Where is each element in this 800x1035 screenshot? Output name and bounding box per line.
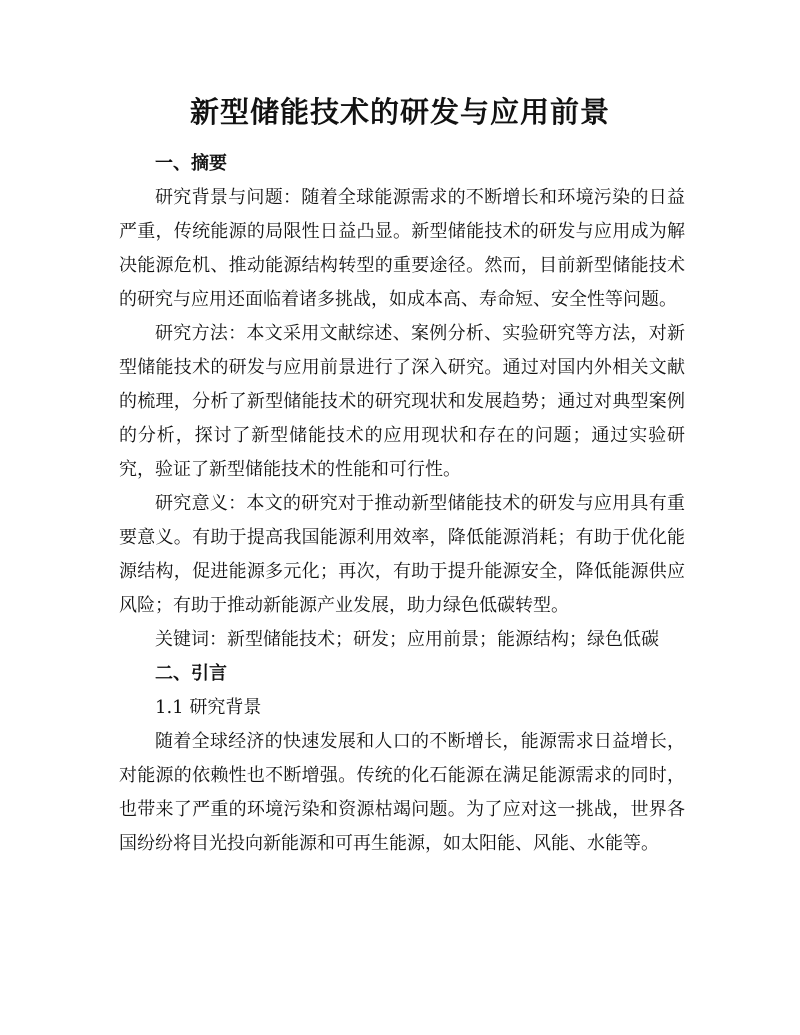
intro-heading: 二、引言 — [155, 663, 227, 684]
document-body — [119, 147, 685, 861]
abstract-significance-paragraph: 研究意义：本文的研究对于推动新型储能技术的研发与应用具有重要意义。有助于提高我国能源利用效率，降低能源消耗；有助于优化能源结构，促进能源多元化；再次，有助于提升能源安全，降低能源供应风险；有助于推动新能源产业发展，助力绿色低碳转型。 — [119, 493, 685, 616]
research-background-subheading: 1.1 研究背景 — [155, 697, 262, 718]
abstract-heading: 一、摘要 — [155, 153, 227, 174]
intro-paragraph: 随着全球经济的快速发展和人口的不断增长，能源需求日益增长，对能源的依赖性也不断增强。传统的化石能源在满足能源需求的同时，也带来了严重的环境污染和资源枯竭问题。为了应对这一挑战，世界各国纷纷将目光投向新能源和可再生能源，如太阳能、风能、水能等。 — [119, 731, 685, 854]
abstract-background-paragraph: 研究背景与问题：随着全球能源需求的不断增长和环境污染的日益严重，传统能源的局限性日益凸显。新型储能技术的研发与应用成为解决能源危机、推动能源结构转型的重要途径。然而，目前新型储能技术的研究与应用还面临着诸多挑战，如成本高、寿命短、安全性等问题。 — [119, 187, 685, 310]
abstract-methods-paragraph: 研究方法：本文采用文献综述、案例分析、实验研究等方法，对新型储能技术的研发与应用前景进行了深入研究。通过对国内外相关文献的梳理，分析了新型储能技术的研究现状和发展趋势；通过对典型案例的分析，探讨了新型储能技术的应用现状和存在的问题；通过实验研究，验证了新型储能技术的性能和可行性。 — [119, 323, 685, 480]
document-title: 新型储能技术的研发与应用前景 — [189, 95, 610, 129]
keywords-line: 关键词：新型储能技术；研发；应用前景；能源结构；绿色低碳 — [155, 629, 659, 650]
